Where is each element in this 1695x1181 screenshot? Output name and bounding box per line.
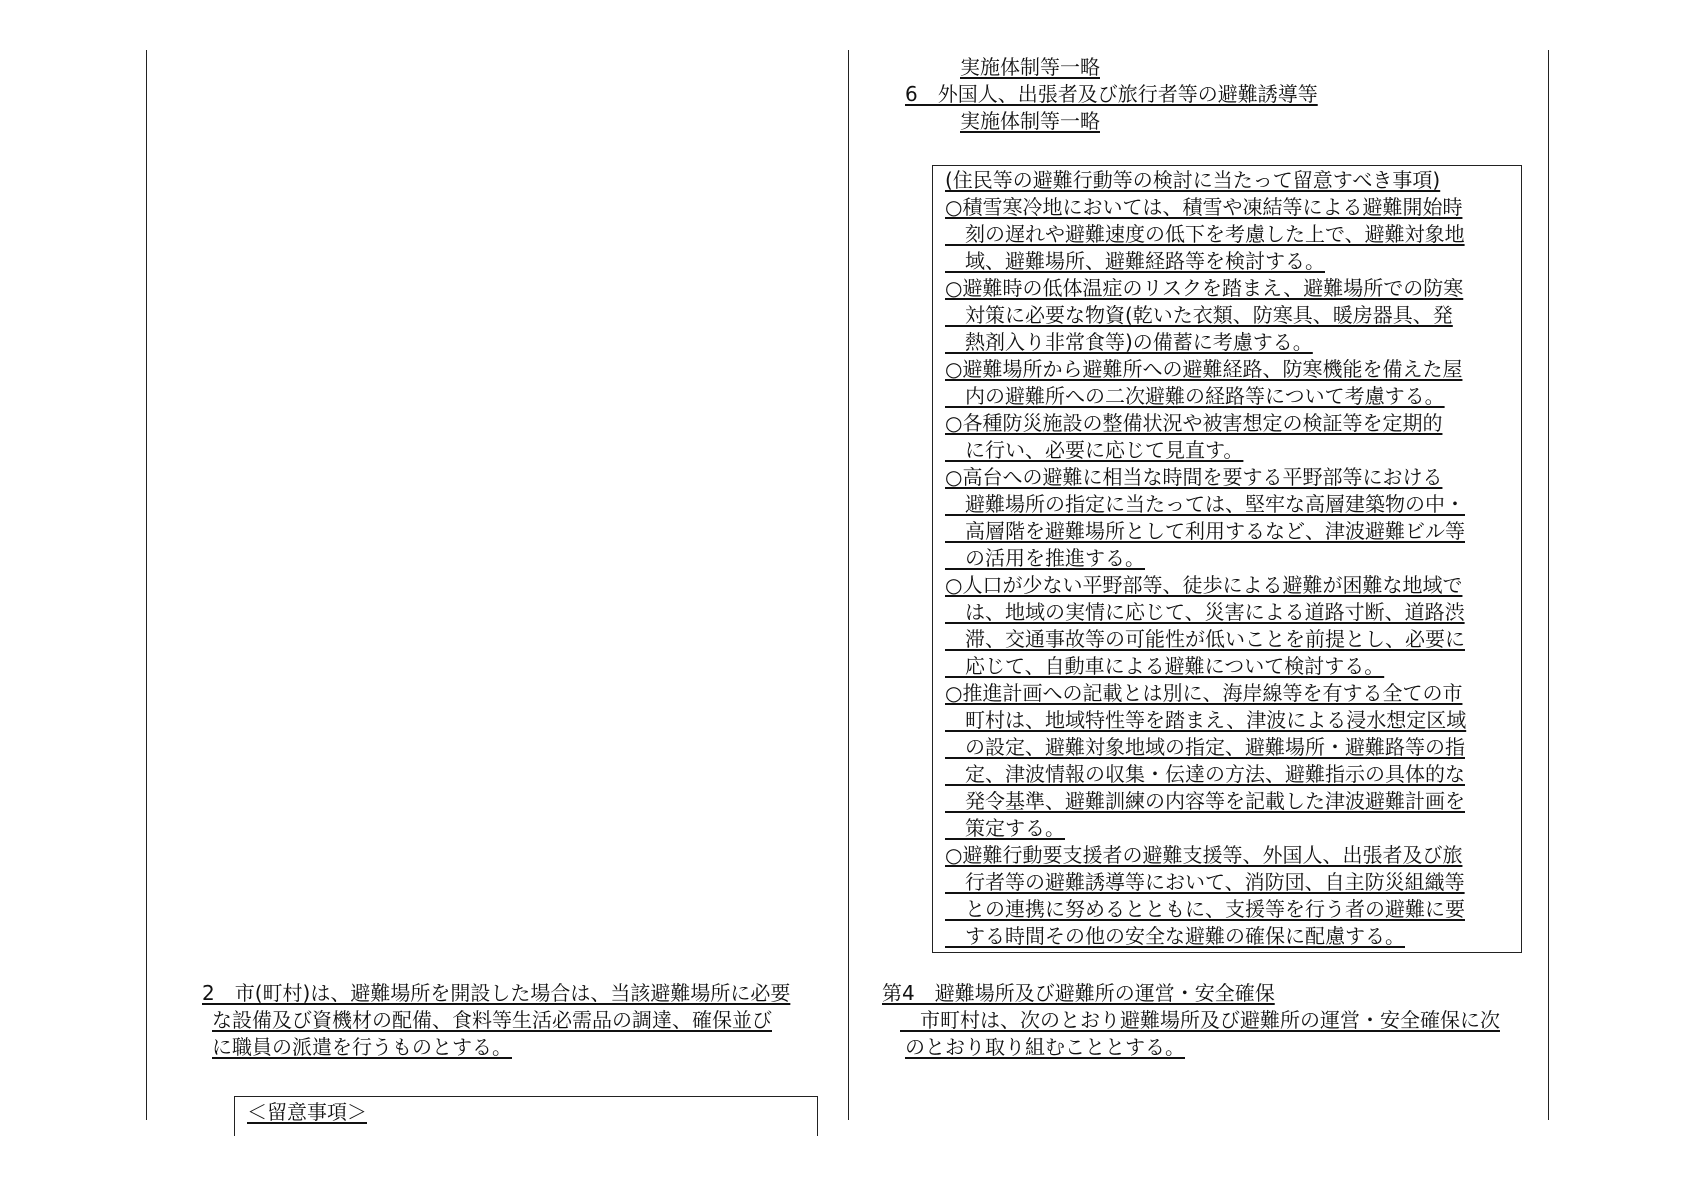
note-line: ○高台への避難に相当な時間を要する平野部等における [945,465,1443,489]
note-line: 定、津波情報の収集・伝達の方法、避難指示の具体的な [945,762,1465,786]
note-line: 避難場所の指定に当たっては、堅牢な高層建築物の中・ [945,492,1465,516]
note-line: は、地域の実情に応じて、災害による道路寸断、道路渋 [945,600,1465,624]
right-margin-rule [1548,50,1549,1120]
notes-box-title: (住民等の避難行動等の検討に当たって留意すべき事項) [945,168,1441,192]
note-line: 応じて、自動車による避難について検討する。 [945,654,1385,678]
note-line: する時間その他の安全な避難の確保に配慮する。 [945,924,1405,948]
note-line: 策定する。 [945,816,1065,840]
note-line: ○推進計画への記載とは別に、海岸線等を有する全ての市 [945,681,1463,705]
note-line: 町村は、地域特性等を踏まえ、津波による浸水想定区域 [945,708,1467,732]
section-4-line: のとおり取り組むこととする。 [905,1035,1185,1059]
note-line: 行者等の避難誘導等において、消防団、自主防災組織等 [945,870,1465,894]
note-line: 内の避難所への二次避難の経路等について考慮する。 [945,384,1445,408]
note-line: 発令基準、避難訓練の内容等を記載した津波避難計画を [945,789,1465,813]
left-notes-box-title: ＜留意事項＞ [247,1100,367,1124]
item-6-heading: 6 外国人、出張者及び旅行者等の避難誘導等 [905,82,1318,106]
left-notes-box [234,1096,818,1136]
note-line: の設定、避難対象地域の指定、避難場所・避難路等の指 [945,735,1465,759]
note-line: 域、避難場所、避難経路等を検討する。 [945,249,1325,273]
note-line: に行い、必要に応じて見直す。 [945,438,1244,462]
note-line: ○避難場所から避難所への避難経路、防寒機能を備えた屋 [945,357,1463,381]
section-4-line: 市町村は、次のとおり避難場所及び避難所の運営・安全確保に次 [900,1008,1500,1032]
note-line: との連携に努めるとともに、支援等を行う者の避難に要 [945,897,1465,921]
note-line: ○各種防災施設の整備状況や被害想定の検証等を定期的 [945,411,1443,435]
implementation-note-1: 実施体制等一略 [960,55,1100,79]
note-line: 滞、交通事故等の可能性が低いことを前提とし、必要に [945,627,1465,651]
note-line: 刻の遅れや避難速度の低下を考慮した上で、避難対象地 [945,222,1465,246]
note-line: ○積雪寒冷地においては、積雪や凍結等による避難開始時 [945,195,1463,219]
note-line: 対策に必要な物資(乾いた衣類、防寒具、暖房器具、発 [945,303,1453,327]
evacuation-notes-box [932,165,1522,953]
note-line: 熱剤入り非常食等)の備蓄に考慮する。 [945,330,1313,354]
implementation-note-2: 実施体制等一略 [960,109,1100,133]
item-2-line: な設備及び資機材の配備、食料等生活必需品の調達、確保並び [212,1008,772,1032]
note-line: 高層階を避難場所として利用するなど、津波避難ビル等 [945,519,1465,543]
note-line: ○避難時の低体温症のリスクを踏まえ、避難場所での防寒 [945,276,1464,300]
item-2-line: に職員の派遣を行うものとする。 [212,1035,512,1059]
item-2-line: 2 市(町村)は、避難場所を開設した場合は、当該避難場所に必要 [202,981,791,1005]
note-line: ○避難行動要支援者の避難支援等、外国人、出張者及び旅 [945,843,1463,867]
column-divider-rule [848,50,849,1120]
note-line: の活用を推進する。 [945,546,1145,570]
section-4-heading: 第4 避難場所及び避難所の運営・安全確保 [882,981,1275,1005]
note-line: ○人口が少ない平野部等、徒歩による避難が困難な地域で [945,573,1463,597]
left-margin-rule [146,50,147,1120]
